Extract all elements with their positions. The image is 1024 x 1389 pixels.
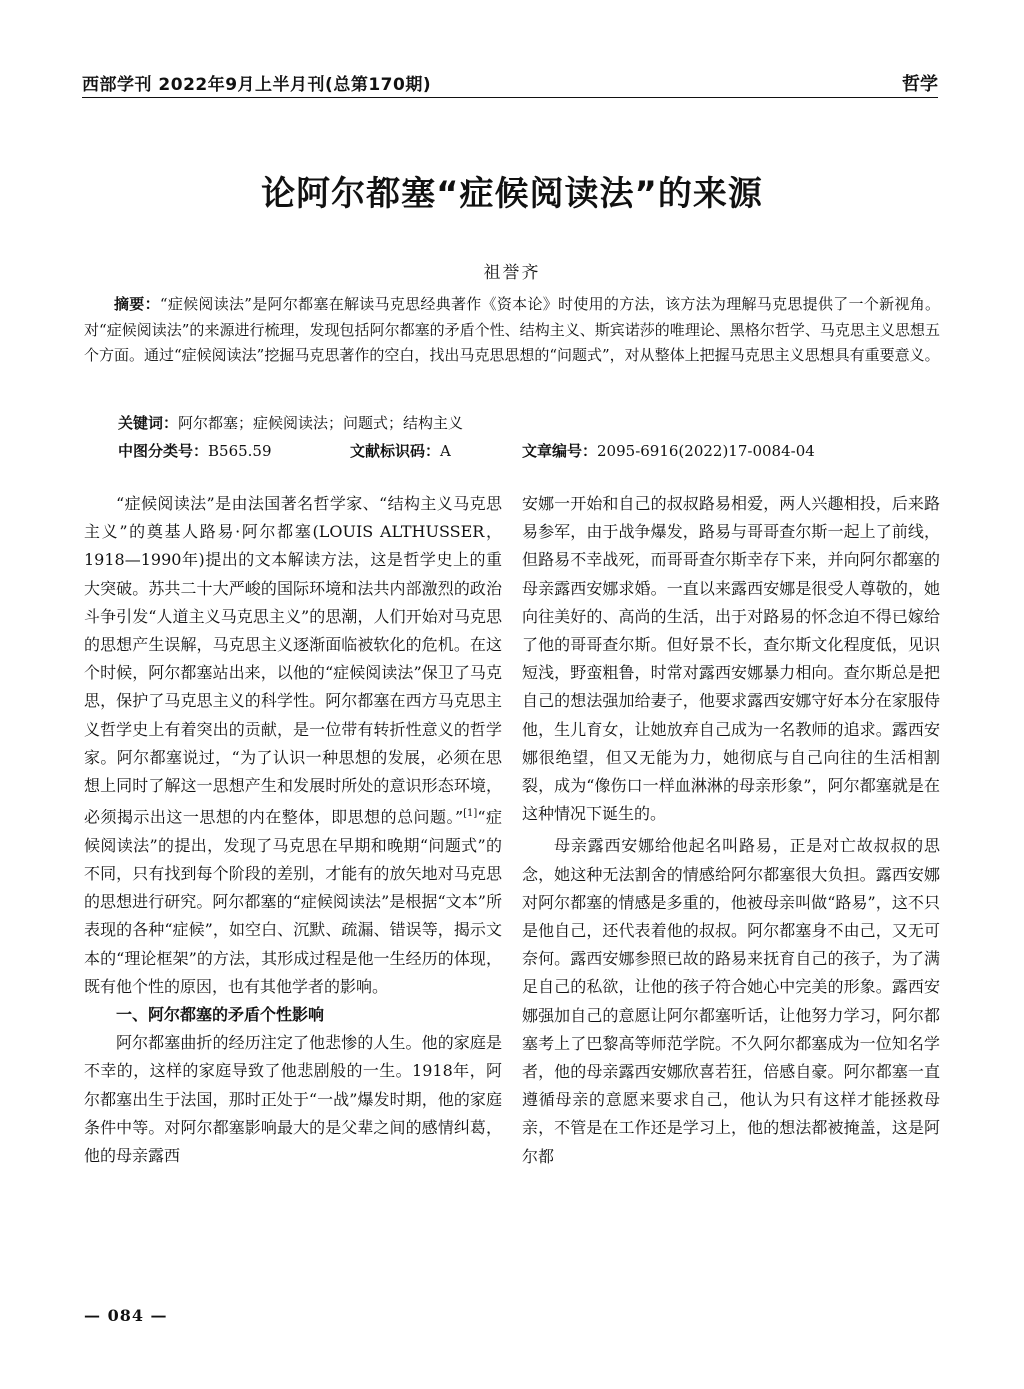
abstract (84, 292, 940, 369)
keywords-label: 关键词： (118, 414, 179, 432)
doc-code-value: A (440, 442, 451, 460)
paragraph-text: “症候阅读法”是由法国著名哲学家、“结构主义马克思主义”的奠基人路易·阿尔都塞(LOUIS ALTHUSSER，1918—1990年)提出的文本解读方法，这是哲学史上的重大突破。苏共二十大严峻的国际环境和法共内部激烈的政治斗争引发“人道主义马克思主义”的思潮，人们开始对马克思的思想产生误解，马克思主义逐渐面临被软化的危机。在这个时候，阿尔都塞站出来，以他的“症候阅读法”保卫了马克思，保护了马克思主义的科学性。阿尔都塞在西方马克思主义哲学史上有着突出的贡献，是一位带有转折性意义的哲学家。阿尔都塞说过，“为了认识一种思想的发展，必须在思想上同时了解这一思想产生和发展时所处的意识形态环境，必须揭示出这一思想的内在整体，即思想的总问题。” (84, 494, 502, 827)
article-no-label: 文章编号： (522, 442, 598, 460)
right-column (522, 490, 940, 1171)
paragraph-text: “症候阅读法”的提出，发现了马克思在早期和晚期“问题式”的不同，只有找到每个阶段的差别，才能有的放矢地对马克思的思想进行研究。阿尔都塞的“症候阅读法”是根据“文本”所表现的各种“症候”，如空白、沉默、疏漏、错误等，揭示文本的“理论框架”的方法，其形成过程是他一生经历的体现，既有他个性的原因，也有其他学者的影响。 (84, 807, 502, 996)
body-paragraph (84, 490, 502, 1001)
article-title: 论阿尔都塞“症候阅读法”的来源 (261, 174, 763, 214)
abstract-label: 摘要： (114, 295, 160, 313)
left-column (84, 490, 502, 1170)
classification-value: B565.59 (208, 442, 272, 460)
doc-code-label: 文献标识码： (350, 442, 441, 460)
keywords-text: 阿尔都塞；症候阅读法；问题式；结构主义 (178, 414, 464, 432)
classification (118, 440, 272, 461)
citation-ref: [1] (463, 808, 478, 820)
classification-label: 中图分类号： (118, 442, 209, 460)
article-number (522, 440, 815, 461)
abstract-text: “症候阅读法”是阿尔都塞在解读马克思经典著作《资本论》时使用的方法，该方法为理解马克思提供了一个新视角。对“症候阅读法”的来源进行梳理，发现包括阿尔都塞的矛盾个性、结构主义、斯宾诺莎的唯理论、黑格尔哲学、马克思主义思想五个方面。通过“症候阅读法”挖掘马克思著作的空白，找出马克思思想的“问题式”，对从整体上把握马克思主义思想具有重要意义。 (84, 295, 940, 364)
running-header (82, 66, 938, 102)
body-paragraph: 安娜一开始和自己的叔叔路易相爱，两人兴趣相投，后来路易参军，由于战争爆发，路易与哥哥查尔斯一起上了前线，但路易不幸战死，而哥哥查尔斯幸存下来，并向阿尔都塞的母亲露西安娜求婚。一直以来露西安娜是很受人尊敬的，她向往美好的、高尚的生活，出于对路易的怀念迫不得已嫁给了他的哥哥查尔斯。但好景不长，查尔斯文化程度低，见识短浅，野蛮粗鲁，时常对露西安娜暴力相向。查尔斯总是把自己的想法强加给妻子，他要求露西安娜守好本分在家服侍他，生儿育女，让她放弃自己成为一名教师的追求。露西安娜很绝望，但又无能为力，她彻底与自己向往的生活相割裂，成为“像伤口一样血淋淋的母亲形象”，阿尔都塞就是在这种情况下诞生的。 (522, 494, 940, 824)
section-label: 哲学 (902, 74, 938, 95)
body-paragraph: 母亲露西安娜给他起名叫路易，正是对亡故叔叔的思念，她这种无法割舍的情感给阿尔都塞很大负担。露西安娜对阿尔都塞的情感是多重的，他被母亲叫做“路易”，这不只是他自己，还代表着他的叔叔。阿尔都塞身不由己，又无可奈何。露西安娜参照已故的路易来抚育自己的孩子，为了满足自己的私欲，让他的孩子符合她心中完美的形象。露西安娜强加自己的意愿让阿尔都塞听话，让他努力学习，阿尔都塞考上了巴黎高等师范学院。不久阿尔都塞成为一位知名学者，他的母亲露西安娜欣喜若狂，倍感自豪。阿尔都塞一直遵循母亲的意愿来要求自己，他认为只有这样才能拯救母亲，不管是在工作还是学习上，他的想法都被掩盖，这是阿尔都 (522, 836, 940, 1166)
body-paragraph: 阿尔都塞曲折的经历注定了他悲惨的人生。他的家庭是不幸的，这样的家庭导致了他悲剧般的一生。1918年，阿尔都塞出生于法国，那时正处于“一战”爆发时期，他的家庭条件中等。对阿尔都塞影响最大的是父辈之间的感情纠葛，他的母亲露西 (84, 1033, 502, 1165)
page-number: — 084 — (84, 1306, 168, 1325)
header-rule (82, 97, 938, 98)
article-no-value: 2095-6916(2022)17-0084-04 (597, 442, 815, 460)
journal-info: 西部学刊 2022年9月上半月刊(总第170期) (82, 75, 432, 95)
section-heading: 一、阿尔都塞的矛盾个性影响 (116, 1004, 325, 1024)
keywords (118, 412, 463, 433)
document-code (350, 440, 451, 461)
author-name: 祖誉齐 (483, 263, 541, 283)
